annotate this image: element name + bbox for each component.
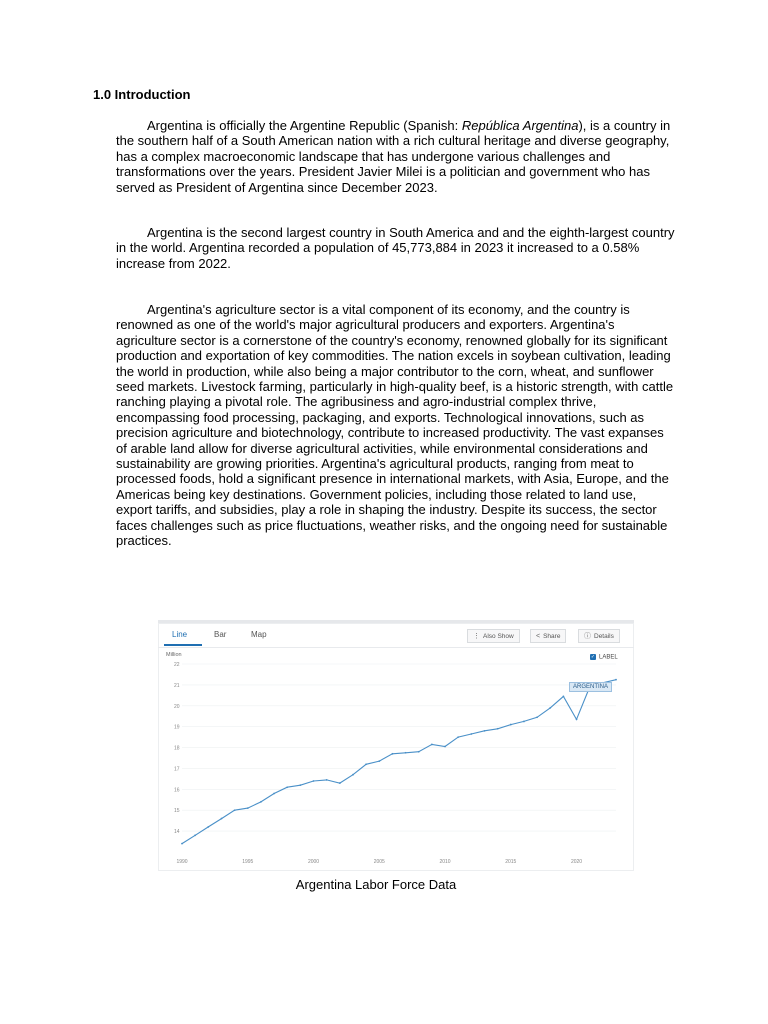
share-icon: < <box>536 633 541 640</box>
data-point <box>392 753 394 755</box>
details-button[interactable] <box>578 629 620 643</box>
data-point <box>510 724 512 726</box>
x-tick-label: 2015 <box>505 859 517 865</box>
x-tick-label: 1990 <box>176 859 188 865</box>
data-point <box>365 763 367 765</box>
share-label: Share <box>543 633 561 640</box>
data-point <box>470 733 472 735</box>
data-point <box>497 728 499 730</box>
data-point <box>286 786 288 788</box>
y-tick-label: 16 <box>174 787 180 794</box>
section-heading: 1.0 Introduction <box>93 87 191 102</box>
data-point <box>431 744 433 746</box>
paragraph-geography <box>116 225 676 271</box>
y-tick-label: 17 <box>174 766 180 773</box>
y-tick-label: 18 <box>174 745 180 752</box>
data-point <box>615 679 617 681</box>
data-point <box>273 793 275 795</box>
y-tick-label: 14 <box>174 829 180 836</box>
active-tab-indicator <box>164 644 202 646</box>
figure-caption: Argentina Labor Force Data <box>295 877 457 892</box>
also-show-label: Also Show <box>483 633 514 640</box>
data-point <box>207 826 209 828</box>
chart-widget-image <box>158 620 634 871</box>
tab-map[interactable]: Map <box>251 630 267 639</box>
more-vert-icon: ⋮ <box>473 633 480 640</box>
data-point <box>234 809 236 811</box>
series-line-argentina <box>182 680 616 844</box>
tab-line[interactable]: Line <box>172 630 188 639</box>
data-point <box>194 834 196 836</box>
data-point <box>549 707 551 709</box>
data-point <box>181 843 183 845</box>
x-tick-label: 2000 <box>307 859 320 865</box>
y-tick-label: 20 <box>174 703 180 710</box>
paragraph-intro-italic: República Argentina <box>461 118 579 133</box>
paragraph-agriculture-text: Argentina's agriculture sector is a vital component of its economy, and the country is renowned as one of the world's major agricultural producers and exporters. Argentina's agriculture sector is a cornerstone of the country's economy, renowned globally for its significant production and exportation of key commodities. The nation excels in soybean cultivation, leading the world in production, while also being a major contributor to the corn, wheat, and sunflower seed markets. Livestock farming, particularly in high-quality beef, is a historic strength, with cattle ranching playing a pivotal role. The agribusiness and agro-industrial complex thrive, encompassing food processing, packaging, and exports. Technological innovations, such as precision agriculture and biotechnology, contribute to increased productivity. The vast expanses of arable land allow for diverse agricultural activities, while environmental considerations and sustainability are growing priorities. Argentina's agricultural products, ranging from meat to processed foods, hold a significant presence in international markets, with Asia, Europe, and the Americas being key destinations. Government policies, including those related to land use, export tariffs, and subsidies, play a role in shaping the industry. Despite its success, the sector faces challenges such as price fluctuations, weather risks, and the ongoing need for sustainable practices. <box>116 302 674 549</box>
y-tick-label: 15 <box>174 808 180 815</box>
share-button[interactable] <box>530 629 566 643</box>
label-toggle-text: LABEL <box>599 654 618 661</box>
data-point <box>378 760 380 762</box>
chart-tabs <box>158 623 634 648</box>
tab-bar[interactable]: Bar <box>214 630 227 639</box>
checkbox-checked-icon: ✓ <box>590 654 596 660</box>
data-point <box>299 784 301 786</box>
series-callout: ARGENTINA <box>569 682 612 692</box>
y-tick-label: 19 <box>174 724 180 731</box>
data-point <box>260 801 262 803</box>
data-point <box>562 695 564 697</box>
info-icon: ⓘ <box>584 633 591 640</box>
data-point <box>326 779 328 781</box>
line-chart <box>158 647 634 868</box>
paragraph-intro-text-b: ), is a country in the southern half of a South American nation with a rich cultural heritage and diverse geography, has a complex macroeconomic landscape that has undergone various challenges and transformations over the years. President Javier Milei is a politician and government who has served as President of Argentina since December 2023. <box>116 118 671 195</box>
paragraph-intro-text-a: Argentina is officially the Argentine Republic (Spanish: <box>147 118 462 133</box>
paragraph-geography-text: Argentina is the second largest country in South America and and the eighth-largest country in the world. Argentina recorded a population of 45,773,884 in 2023 it increased to a 0.58% increase from 2022. <box>116 225 675 271</box>
data-point <box>523 721 525 723</box>
data-point <box>444 746 446 748</box>
x-tick-label: 2005 <box>373 859 385 865</box>
details-label: Details <box>594 633 614 640</box>
paragraph-agriculture <box>116 302 676 549</box>
data-point <box>536 716 538 718</box>
y-axis-unit: Million <box>166 652 182 658</box>
data-point <box>576 718 578 720</box>
data-point <box>313 780 315 782</box>
data-point <box>339 782 341 784</box>
y-tick-label: 22 <box>174 662 180 668</box>
x-tick-label: 2010 <box>439 859 451 865</box>
data-point <box>405 752 407 754</box>
data-point <box>418 751 420 753</box>
data-point <box>221 818 223 820</box>
data-point <box>247 807 249 809</box>
data-point <box>484 730 486 732</box>
also-show-button[interactable] <box>467 629 520 643</box>
data-point <box>352 774 354 776</box>
x-tick-label: 2020 <box>570 859 583 865</box>
x-tick-label: 1995 <box>242 859 254 865</box>
y-tick-label: 21 <box>174 682 180 689</box>
data-point <box>457 736 459 738</box>
paragraph-intro <box>116 118 676 195</box>
